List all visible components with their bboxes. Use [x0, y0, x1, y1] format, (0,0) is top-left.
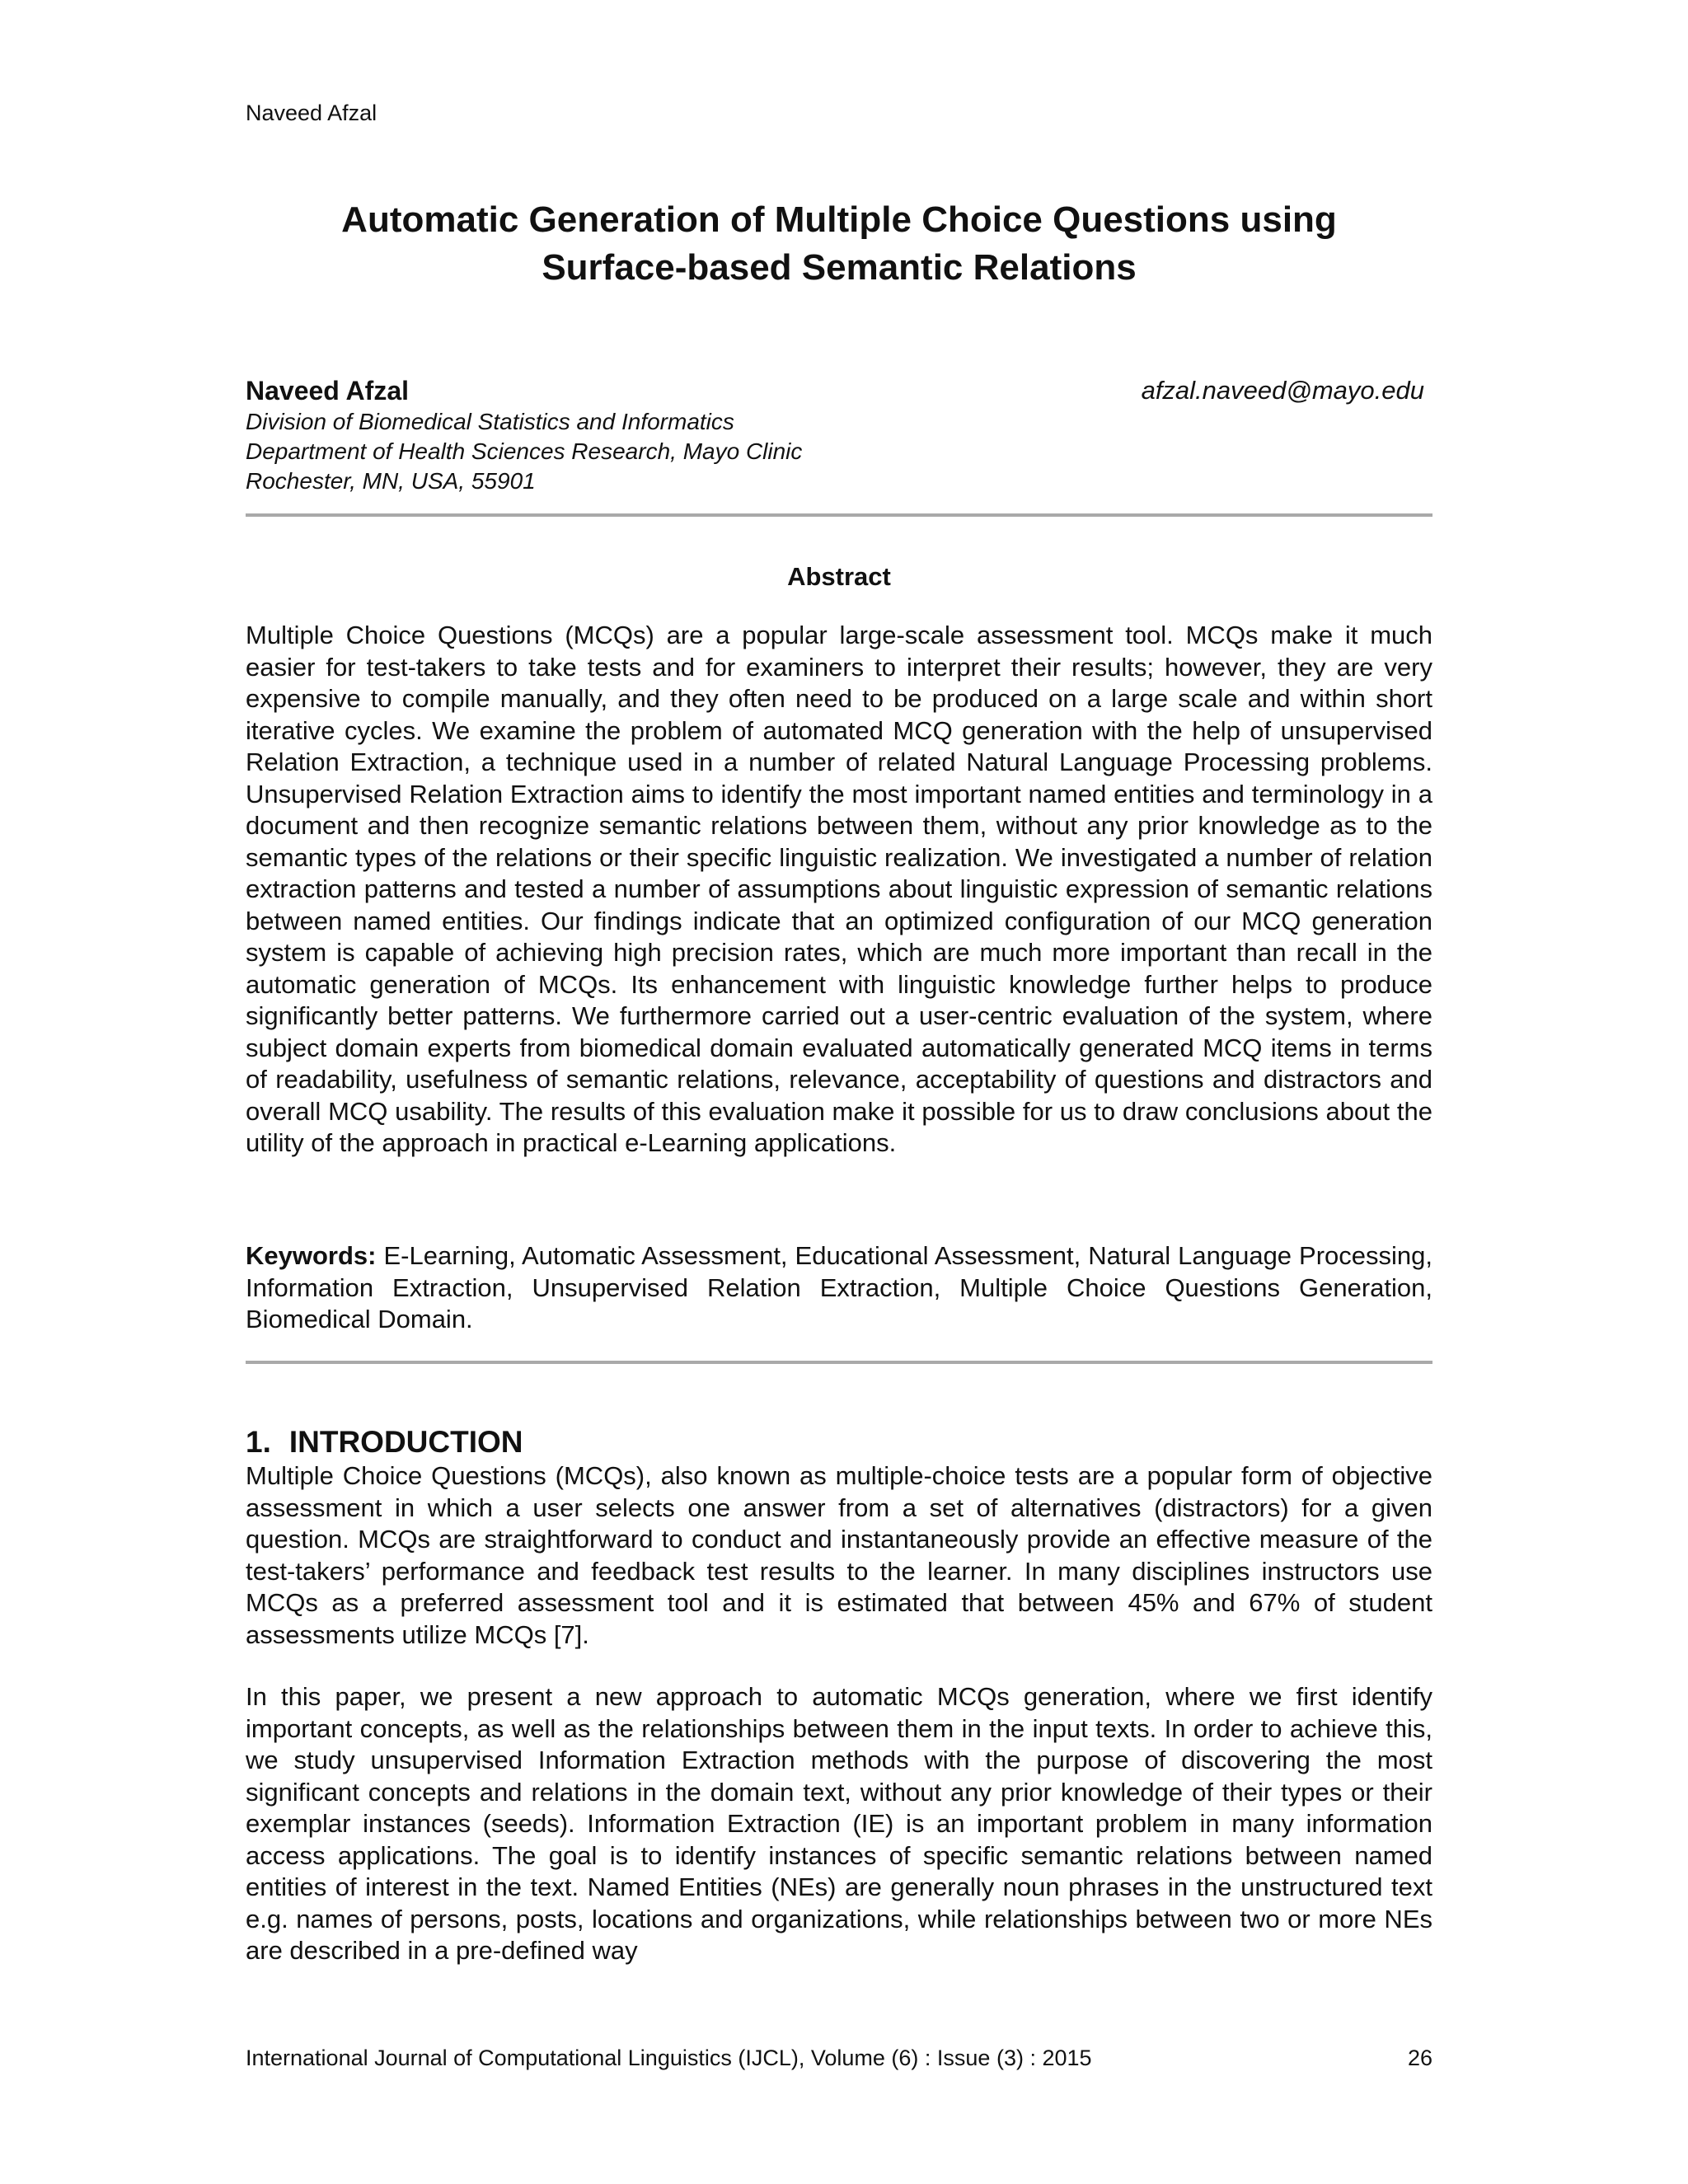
keywords — [246, 1240, 1432, 1336]
affiliation-division: Division of Biomedical Statistics and Informatics — [246, 409, 734, 434]
affiliation-department: Department of Health Sciences Research, Mayo Clinic — [246, 438, 803, 464]
keywords-text: E-Learning, Automatic Assessment, Educational Assessment, Natural Language Processing, Information Extraction, Unsupervised Relation Extraction, Multiple Choice Questions Generation, Biomedical Domain. — [246, 1241, 1432, 1333]
section-number: 1. — [246, 1425, 271, 1459]
title-line-2: Surface-based Semantic Relations — [542, 247, 1137, 288]
page-footer — [246, 2044, 1432, 2072]
author-email[interactable]: afzal.naveed@mayo.edu — [1141, 376, 1424, 405]
intro-paragraph-2: In this paper, we present a new approach to automatic MCQs generation, where we first identify important concepts, as well as the relationships between them in the input texts. In order to achieve this, we study unsupervised Information Extraction methods with the purpose of discovering the most significant concepts and relations in the domain text, without any prior knowledge of their types or their exemplar instances (seeds). Information Extraction (IE) is an important problem in many information access applications. The goal is to identify instances of specific semantic relations between named entities of interest in the text. Named Entities (NEs) are generally noun phrases in the unstructured text e.g. names of persons, posts, locations and organizations, while relationships between two or more NEs are described in a pre-defined way — [246, 1682, 1432, 1965]
footer-journal: International Journal of Computational Linguistics (IJCL), Volume (6) : Issue (3) : 2015 — [246, 2046, 1092, 2070]
page-number: 26 — [1407, 2046, 1432, 2070]
top-divider — [246, 513, 1432, 517]
author-name: Naveed Afzal — [246, 376, 409, 405]
author-block — [246, 374, 1432, 496]
abstract-heading: Abstract — [787, 562, 891, 591]
keywords-label: Keywords: — [246, 1241, 377, 1270]
section-title: INTRODUCTION — [288, 1425, 523, 1459]
paper-title — [246, 196, 1432, 292]
section-heading-introduction — [246, 1424, 523, 1460]
affiliation-location: Rochester, MN, USA, 55901 — [246, 468, 536, 494]
bottom-divider — [246, 1361, 1432, 1364]
title-line-1: Automatic Generation of Multiple Choice Questions using — [341, 199, 1337, 240]
running-head: Naveed Afzal — [246, 101, 377, 125]
abstract-text: Multiple Choice Questions (MCQs) are a popular large-scale assessment tool. MCQs make it much easier for test-takers to take tests and for examiners to interpret their results; however, they are very expensive to compile manually, and they often need to be produced on a large scale and within short iterative cycles. We examine the problem of automated MCQ generation with the help of unsupervised Relation Extraction, a technique used in a number of related Natural Language Processing problems. Unsupervised Relation Extraction aims to identify the most important named entities and terminology in a document and then recognize semantic relations between them, without any prior knowledge as to the semantic types of the relations or their specific linguistic realization. We investigated a number of relation extraction patterns and tested a number of assumptions about linguistic expression of semantic relations between named entities. Our findings indicate that an optimized configuration of our MCQ generation system is capable of achieving high precision rates, which are much more important than recall in the automatic generation of MCQs. Its enhancement with linguistic knowledge further helps to produce significantly better patterns. We furthermore carried out a user-centric evaluation of the system, where subject domain experts from biomedical domain evaluated automatically generated MCQ items in terms of readability, usefulness of semantic relations, relevance, acceptability of questions and distractors and overall MCQ usability. The results of this evaluation make it possible for us to draw conclusions about the utility of the approach in practical e-Learning applications. — [246, 621, 1432, 1157]
intro-paragraph-1: Multiple Choice Questions (MCQs), also known as multiple-choice tests are a popular form of objective assessment in which a user selects one answer from a set of alternatives (distractors) for a given question. MCQs are straightforward to conduct and instantaneously provide an effective measure of the test-takers’ performance and feedback test results to the learner. In many disciplines instructors use MCQs as a preferred assessment tool and it is estimated that between 45% and 67% of student assessments utilize MCQs [7]. — [246, 1461, 1432, 1649]
